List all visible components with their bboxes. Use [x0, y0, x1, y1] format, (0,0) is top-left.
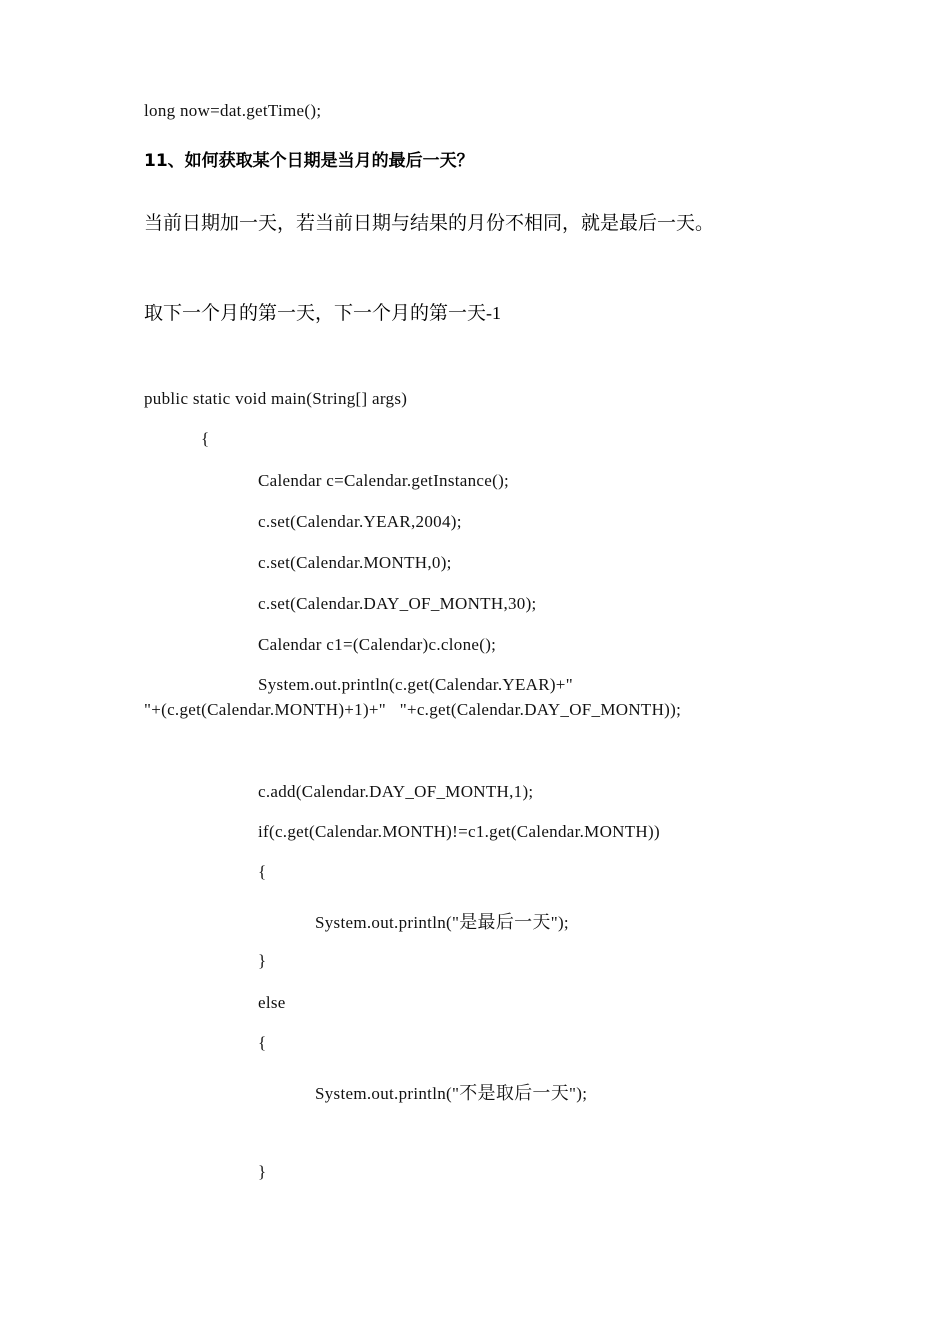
code-line-continuation: "+(c.get(Calendar.MONTH)+1)+" "+c.get(Calendar.DAY_OF_MONTH));: [144, 700, 682, 719]
code-line: Calendar c=Calendar.getInstance();: [258, 471, 510, 490]
code-else-keyword: else: [258, 993, 286, 1012]
code-line: c.set(Calendar.DAY_OF_MONTH,30);: [258, 594, 537, 613]
code-close-brace: }: [258, 1162, 267, 1181]
code-println-last-day: [315, 908, 569, 934]
code-println-prefix: System.out.println(": [315, 913, 460, 932]
code-println-prefix: System.out.println(": [315, 1084, 460, 1103]
code-line-gettime: long now=dat.getTime();: [144, 101, 322, 120]
code-open-brace: {: [258, 1033, 267, 1052]
code-println-string: 不是取后一天: [459, 1083, 570, 1104]
code-line: Calendar c1=(Calendar)c.clone();: [258, 635, 497, 654]
code-close-brace: }: [258, 951, 267, 970]
code-open-brace: {: [258, 862, 267, 881]
code-println-string: 是最后一天: [459, 912, 551, 933]
code-line: c.add(Calendar.DAY_OF_MONTH,1);: [258, 782, 534, 801]
paragraph-method-1: 当前日期加一天，若当前日期与结果的月份不相同，就是最后一天。: [144, 212, 715, 234]
code-println-not-last-day: [315, 1079, 587, 1105]
code-line: c.set(Calendar.MONTH,0);: [258, 553, 452, 572]
code-line: c.set(Calendar.YEAR,2004);: [258, 512, 462, 531]
paragraph-method-2-suffix: -1: [486, 303, 502, 323]
code-open-brace: {: [201, 429, 210, 448]
code-println-suffix: ");: [550, 913, 569, 932]
code-method-signature: public static void main(String[] args): [144, 389, 408, 408]
code-if-statement: if(c.get(Calendar.MONTH)!=c1.get(Calendar.MONTH)): [258, 822, 660, 841]
code-line: System.out.println(c.get(Calendar.YEAR)+": [258, 675, 573, 694]
paragraph-method-2: [144, 298, 501, 325]
section-heading: 11、如何获取某个日期是当月的最后一天？: [144, 151, 474, 171]
paragraph-method-2-text: 取下一个月的第一天，下一个月的第一天: [144, 302, 487, 324]
code-println-suffix: ");: [569, 1084, 588, 1103]
